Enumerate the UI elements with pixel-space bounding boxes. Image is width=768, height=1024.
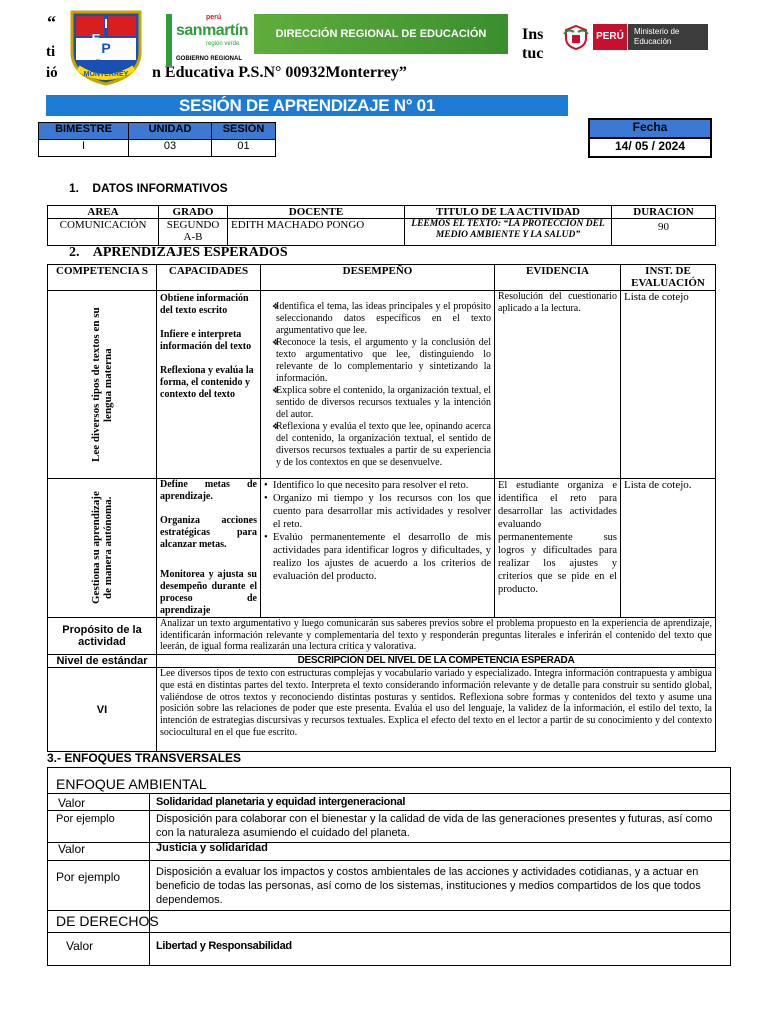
enfoques-box	[47, 767, 731, 966]
nivel-header: DESCRIPCIÓN DEL NIVEL DE LA COMPETENCIA ESPERADA	[157, 655, 716, 668]
aprendizajes-heading: 2. APRENDIZAJES ESPERADOS	[69, 245, 288, 260]
logo-monterrey-text: MONTERREY	[83, 71, 129, 78]
header-fragment-io: ió	[46, 65, 58, 81]
capacidad-item: Monitorea y ajusta su desempeño durante el proceso de aprendizaje	[160, 569, 257, 616]
desempeno-item: ❖ Reconoce la tesis, el argumento y la conclusión del texto argumentativo que lee, distinguiendo lo relevante de lo complementario y sintetizando la información.	[264, 337, 491, 385]
capacidad-item: Organiza acciones estratégicas para alcanzar metas.	[160, 515, 257, 550]
competencia-lee: Lee diversos tipos de textos en su lengua materna	[90, 307, 114, 462]
dre-banner: DIRECCIÓN REGIONAL DE EDUCACIÓN	[254, 14, 508, 54]
grado-header: GRADO	[159, 206, 228, 219]
evidencia-gestiona: El estudiante organiza e identifica el reto para desarrollar las actividades evaluando permanentemente sus logros y dificultades para realizar los ajustes y criterios que se pide en el producto.	[495, 479, 621, 618]
ejemplo-1: Disposición para colaborar con el bienestar y la calidad de vida de las generaciones presentes y futuras, así como con la naturaleza asumiendo el cuidado del planeta.	[156, 813, 713, 839]
proposito-text: Analizar un texto argumentativo y luego comunicarán sus saberes previos sobre el problema propuesto en la experiencia de aprendizaje, identificarán información relevante y complementaria del texto y responderán preguntas literales e inferirán el contenido del texto que leerán, de igual forma realizarán una lectura crítica y valorativa.	[157, 618, 716, 655]
valor-label: Valor	[58, 796, 86, 810]
fecha-value: 14/ 05 / 2024	[589, 138, 711, 157]
desempenos-gestiona-cell	[261, 479, 495, 618]
evidencia-lee: Resolución del cuestionario aplicado a la lectura.	[495, 291, 621, 479]
desempeno-item: • Evalúo permanentemente el desarrollo de mis actividades para identificar logros y dificultades, y realizo los ajustes de acuerdo a los criterios de evaluación del producto.	[264, 531, 491, 583]
capacidad-item: Infiere e interpreta información del texto	[160, 329, 252, 352]
row-divider	[48, 860, 730, 861]
gobierno-regional-text: GOBIERNO REGIONAL	[176, 56, 243, 62]
desempeno-item: • Organizo mi tiempo y los recursos con los que cuento para desarrollar mis actividades y resolver el reto.	[264, 492, 491, 531]
header-fragment-ti: ti	[46, 44, 56, 60]
instrumento-lee: Lista de cotejo	[621, 291, 716, 479]
duracion-header: DURACION	[612, 206, 716, 219]
area-value: COMUNICACIÓN	[48, 219, 159, 246]
logo-ps-text: P S	[93, 40, 127, 72]
sesion-value: 01	[212, 140, 276, 157]
ejemplo-label: Por ejemplo	[56, 813, 115, 825]
sanmartin-sub: región verde	[206, 41, 240, 47]
enfoques-heading: 3.- ENFOQUES TRANSVERSALES	[47, 751, 242, 765]
titulo-value: LEEMOS EL TEXTO: “LA PROTECCIÓN DEL MEDIO AMBIENTE Y LA SALUD”	[405, 219, 612, 246]
desempeno-item: ❖ Reflexiona y evalúa el texto que lee, opinando acerca del contenido, la organización textual, el sentido de diversos recursos textuales a partir de su experiencia y de los contextos en que se desenvuelve.	[264, 421, 491, 469]
fecha-table	[588, 118, 712, 158]
instrumento-gestiona: Lista de cotejo.	[621, 479, 716, 618]
peru-label: PERÚ	[593, 24, 627, 50]
header-fragment-tuc: tuc	[522, 45, 544, 62]
competencia-gestiona: Gestiona su aprendizaje de manera autónoma.	[90, 491, 114, 605]
bimestre-value: I	[39, 140, 129, 157]
valor-3: Libertad y Responsabilidad	[156, 940, 292, 952]
sanmartin-name: sanmartín	[176, 22, 248, 39]
capacidad-item: Obtiene información del texto escrito	[160, 293, 249, 316]
desempenos-lee-list	[264, 301, 491, 469]
evidencia-header: EVIDENCIA	[495, 265, 621, 291]
desempenos-gestiona-list	[264, 479, 491, 583]
fecha-label: Fecha	[589, 119, 711, 138]
sanmartin-logo	[166, 14, 252, 66]
quote-open: “	[47, 12, 56, 32]
desempeno-item: ❖ Explica sobre el contenido, la organización textual, el sentido de diversos recursos textuales y la intención del autor.	[264, 385, 491, 421]
proposito-label: Propósito de la actividad	[48, 618, 157, 655]
school-logo	[68, 8, 144, 86]
capacidad-item: Define metas de aprendizaje.	[160, 479, 257, 502]
enfoque-ambiental-title: ENFOQUE AMBIENTAL	[56, 776, 207, 792]
session-info-table	[38, 122, 276, 157]
nivel-value: VI	[48, 668, 157, 752]
titulo-header: TITULO DE LA ACTIVIDAD	[405, 206, 612, 219]
desempeno-header: DESEMPEÑO	[261, 265, 495, 291]
green-stripe	[166, 14, 172, 66]
docente-header: DOCENTE	[228, 206, 405, 219]
datos-heading: 1. DATOS INFORMATIVOS	[69, 181, 228, 195]
capacidades-lee-cell	[157, 291, 261, 479]
duracion-value: 90	[612, 219, 716, 246]
ejemplo-2: Disposición a evaluar los impactos y costos ambientales de las acciones y actividades cotidianas, y a actuar en beneficio de todas las personas, así como de los sistemas, instituciones y medios compartidos de los que todos dependemos.	[156, 866, 701, 906]
school-name-line: n Educativa P.S.N° 00932Monterrey”	[152, 64, 407, 81]
nivel-label: Nivel de estándar	[48, 655, 157, 668]
competencia-gestiona-cell	[48, 479, 157, 618]
competencia-lee-cell	[48, 291, 157, 479]
desempenos-lee-cell	[261, 291, 495, 479]
sanmartin-peru-text: perú	[206, 14, 222, 21]
column-divider	[149, 793, 151, 966]
ejemplo-label: Por ejemplo	[56, 870, 121, 884]
header-fragment-ins: Ins	[522, 26, 544, 43]
session-title: SESIÓN DE APRENDIZAJE N° 01	[46, 95, 568, 116]
unidad-value: 03	[129, 140, 212, 157]
capacidades-gestiona-cell	[157, 479, 261, 618]
valor-label: Valor	[66, 939, 94, 953]
area-header: AREA	[48, 206, 159, 219]
bimestre-header: BIMESTRE	[39, 123, 129, 140]
valor-1: Solidaridad planetaria y equidad intergeneracional	[156, 796, 406, 808]
aprendizajes-table	[47, 264, 716, 752]
competencias-header: COMPETENCIA S	[48, 265, 157, 291]
capacidad-item: Reflexiona y evalúa la forma, el contenido y contexto del texto	[160, 365, 254, 400]
nivel-description: Lee diversos tipos de texto con estructuras complejas y vocabulario variado y especializado. Integra información contrapuesta y ambigua que está en distintas partes del texto. Interpreta el texto considerando información relevante y de detalle para construir su sentido global, valiéndose de otros textos y reconociendo distintas posturas y sentidos. Reflexiona sobre formas y contenidos del texto y asume una posición sobre las relaciones de poder que este presenta. Evalúa el uso del lenguaje, la validez de la información, el estilo del texto, la intención de estrategias discursivas y recursos textuales. Explica el efecto del texto en el lector a partir de su conocimiento y del contexto sociocultural en el que fue escrito.	[157, 668, 716, 752]
logo-ie-text: I E	[91, 16, 128, 46]
valor-2: Justicia y solidaridad	[156, 842, 268, 854]
capacidades-header: CAPACIDADES	[157, 265, 261, 291]
peru-shield-icon	[562, 24, 590, 50]
datos-table	[47, 205, 716, 246]
valor-label: Valor	[58, 842, 86, 856]
desempeno-item: ❖ Identifica el tema, las ideas principales y el propósito seleccionando datos específicos en el texto argumentativo que lee.	[264, 301, 491, 337]
grado-value: SEGUNDO A-B	[159, 219, 228, 246]
row-divider	[48, 910, 730, 911]
sesion-header: SESIÓN	[212, 123, 276, 140]
instrumento-header: INST. DE EVALUACIÓN	[621, 265, 716, 291]
enfoque-derechos-title: DE DERECHOS	[56, 913, 159, 929]
ministerio-label: Ministerio de Educación	[628, 24, 708, 50]
minedu-logo	[562, 24, 710, 50]
row-divider	[48, 932, 730, 933]
unidad-header: UNIDAD	[129, 123, 212, 140]
desempeno-item: • Identifico lo que necesito para resolver el reto.	[264, 479, 491, 492]
docente-value: EDITH MACHADO PONGO	[228, 219, 405, 246]
